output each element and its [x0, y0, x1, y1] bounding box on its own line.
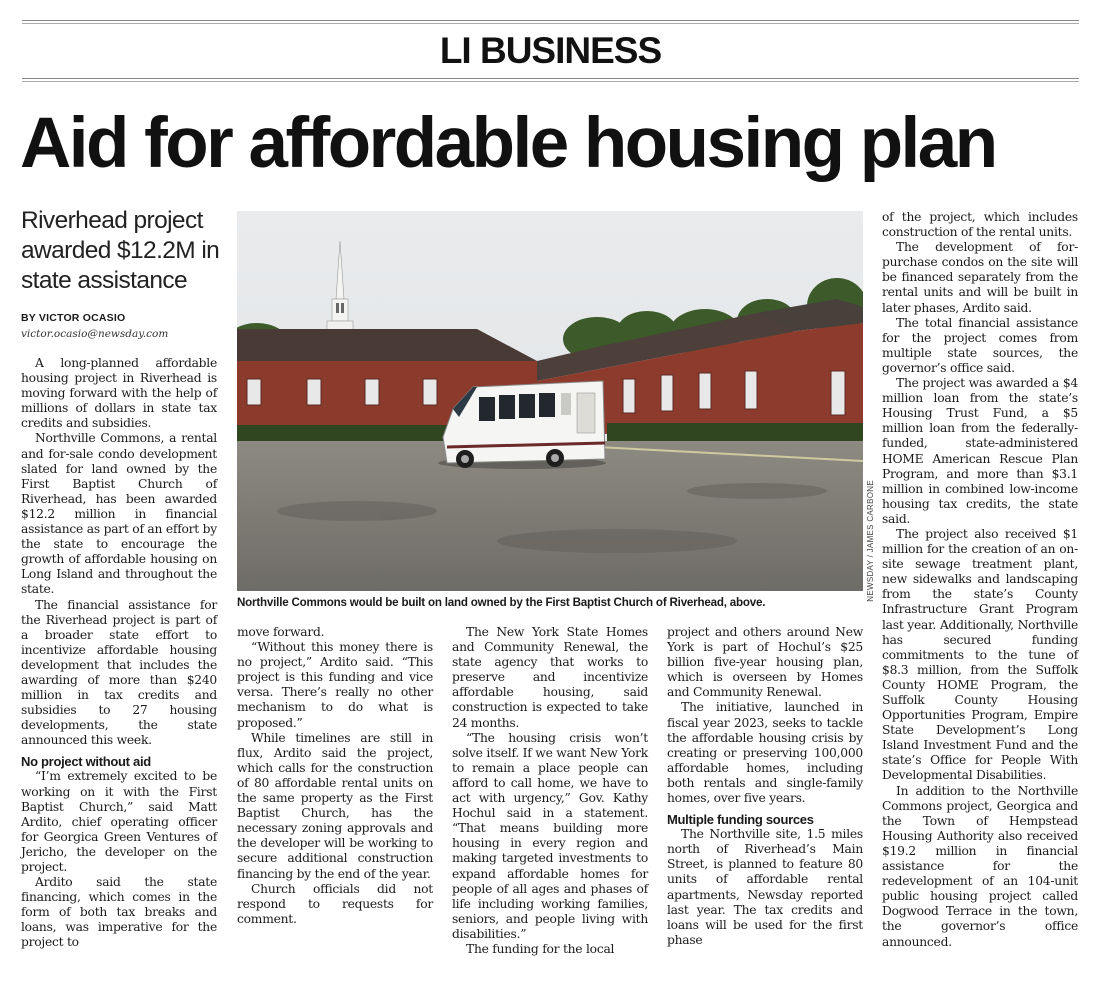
paragraph: Ardito said the state financing, which comes in the form of both tax breaks and loans, was imperative for the project to [21, 875, 217, 950]
paragraph: The project was awarded a $4 million loan from the state’s Housing Trust Fund, a $5 million loan from the federally-funded, state-administered HOME American Rescue Plan Program, and more than $3.1 million in combined low-income housing tax credits, the state said. [882, 376, 1078, 526]
photo-credit: NEWSDAY / JAMES CARBONE [866, 480, 875, 602]
deck: Riverhead project awarded $12.2M in state assistance [21, 207, 220, 294]
subhead: Multiple funding sources [667, 812, 814, 828]
paragraph: A long-planned affordable housing project in Riverhead is moving forward with the help of millions of dollars in state tax credits and subsidies. [21, 356, 217, 431]
photo-caption: Northville Commons would be built on land owned by the First Baptist Church of Riverhead, above. [237, 596, 766, 609]
paragraph: While timelines are still in flux, Ardito said the project, which calls for the construction of 80 affordable rental units on the same property as the First Baptist Church, has the necessary zoning approvals and the developer will be working to secure additional construction financing by the end of the year. [237, 730, 433, 881]
paragraph: move forward. [237, 625, 325, 639]
article-column-4 [667, 625, 863, 948]
paragraph: The development of for-purchase condos on the site will be financed separately from the rental units and will be built in later phases, Ardito said. [882, 240, 1078, 315]
paragraph: The financial assistance for the Riverhead project is part of a broader state effort to incentivize affordable housing development that includes the awarding of more than $240 million in tax credits and subsidies to 27 housing developments, the state announced this week. [21, 597, 217, 748]
paragraph: The total financial assistance for the project comes from multiple state sources, the governor’s office said. [882, 315, 1078, 375]
paragraph: The Northville site, 1.5 miles north of Riverhead’s Main Street, is planned to feature 80 units of affordable rental apartments, Newsday reported last year. The tax credits and loans will be used for the first phase [667, 827, 863, 947]
article-column-3 [452, 625, 648, 957]
article-column-2 [237, 625, 433, 927]
author-email: victor.ocasio@newsday.com [21, 328, 169, 340]
paragraph: “The housing crisis won’t solve itself. If we want New York to remain a place people can afford to call home, we have to act with urgency,” Gov. Kathy Hochul said in a statement. “That means building more housing in every region and making targeted investments to expand affordable homes for people of all ages and phases of life including working families, seniors, and people living with disabilities.” [452, 730, 648, 941]
paragraph: Northville Commons, a rental and for-sale condo development slated for land owned by the First Baptist Church of Riverhead, has been awarded $12.2 million in financial assistance as part of an effort by the state to encourage the growth of affordable housing on Long Island and throughout the state. [21, 431, 217, 597]
section-rule-thin [22, 81, 1079, 82]
paragraph: “Without this money there is no project,” Ardito said. “This project is this funding and vice versa. There’s really no other mechanism to do what is proposed.” [237, 640, 433, 730]
section-rule [22, 78, 1079, 79]
paragraph: The project also received $1 million for the creation of an on-site sewage treatment plant, new sidewalks and landscaping from the state’s County Infrastructure Grant Program last year. Additionally, Northville has secured funding commitments to the tune of $8.3 million, from the Suffolk County HOME Program, the Suffolk County Housing Opportunities Program, Empire State Development’s Long Island Investment Fund and the state’s Office for People With Developmental Disabilities. [882, 526, 1078, 783]
paragraph: The initiative, launched in fiscal year 2023, seeks to tackle the affordable housing crisis by creating or preserving 100,000 affordable homes, including both rentals and single-family homes, over five years. [667, 700, 863, 806]
article-photo [237, 211, 863, 591]
top-rule-thin [22, 23, 1079, 24]
article-column-5 [882, 210, 1078, 950]
paragraph: of the project, which includes construction of the rental units. [882, 210, 1078, 240]
subhead: No project without aid [21, 754, 151, 770]
top-rule [22, 20, 1079, 21]
headline: Aid for affordable housing plan [20, 104, 996, 183]
paragraph: “I’m extremely excited to be working on it with the First Baptist Church,” said Matt Ardito, chief operating officer for Georgica Green Ventures of Jericho, the developer on the project. [21, 769, 217, 874]
byline: BY VICTOR OCASIO [21, 312, 126, 324]
section-name: LI BUSINESS [439, 30, 662, 71]
paragraph: The funding for the local [466, 941, 615, 956]
paragraph: The New York State Homes and Community Renewal, the state agency that works to preserve and incentivize affordable housing, said construction is expected to take 24 months. [452, 625, 648, 730]
paragraph: project and others around New York is part of Hochul’s $25 billion five-year housing plan, which is overseen by Homes and Community Renewal. [667, 625, 863, 700]
paragraph: In addition to the Northville Commons project, Georgica and the Town of Hempstead Housing Authority also received $19.2 million in financial assistance for the redevelopment of an 104-unit public housing project called Dogwood Terrace in the town, the governor’s office announced. [882, 783, 1078, 949]
article-column-1 [21, 356, 217, 951]
paragraph: Church officials did not respond to requests for comment. [237, 881, 433, 926]
